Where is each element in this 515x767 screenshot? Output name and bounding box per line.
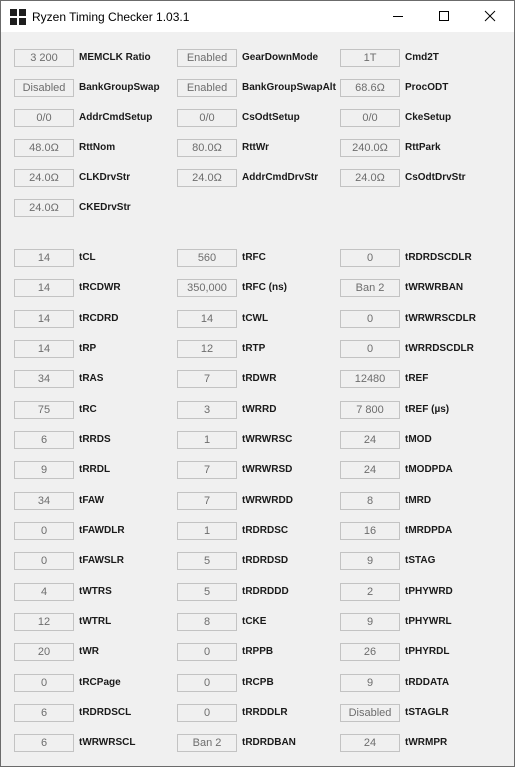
value-box[interactable]: 350,000 xyxy=(177,279,237,297)
timing-label: tPHYWRL xyxy=(405,616,452,627)
value-box[interactable]: 0 xyxy=(14,522,74,540)
value-box[interactable]: 0/0 xyxy=(177,109,237,127)
timing-label: tWRRDSCDLR xyxy=(405,343,474,354)
minimize-icon xyxy=(392,10,404,22)
timing-label: RttWr xyxy=(242,142,270,153)
value-box[interactable]: 240.0Ω xyxy=(340,139,400,157)
maximize-button[interactable] xyxy=(421,1,467,32)
timing-label: tWRWRSD xyxy=(242,464,293,475)
timing-label: RttPark xyxy=(405,142,441,153)
value-box[interactable]: 3 xyxy=(177,401,237,419)
value-box[interactable]: Ban 2 xyxy=(340,279,400,297)
value-box[interactable]: 24.0Ω xyxy=(14,169,74,187)
value-box[interactable]: 9 xyxy=(340,552,400,570)
timing-label: Cmd2T xyxy=(405,52,439,63)
timing-label: MEMCLK Ratio xyxy=(79,52,151,63)
timing-label: tRCPB xyxy=(242,677,274,688)
value-box[interactable]: Disabled xyxy=(340,704,400,722)
timing-label: tPHYWRD xyxy=(405,586,453,597)
value-box[interactable]: 6 xyxy=(14,734,74,752)
timing-label: CLKDrvStr xyxy=(79,172,131,183)
timing-label: CkeSetup xyxy=(405,112,452,123)
window-title: Ryzen Timing Checker 1.03.1 xyxy=(32,10,190,24)
value-box[interactable]: 6 xyxy=(14,704,74,722)
value-box[interactable]: 14 xyxy=(14,279,74,297)
timing-label: tRTP xyxy=(242,343,266,354)
timing-label: tFAW xyxy=(79,495,104,506)
timing-label: tWRWRSCDLR xyxy=(405,313,476,324)
timing-label: tRDRDSD xyxy=(242,555,289,566)
value-box[interactable]: 34 xyxy=(14,370,74,388)
value-box[interactable]: 20 xyxy=(14,643,74,661)
value-box[interactable]: 80.0Ω xyxy=(177,139,237,157)
value-box[interactable]: 0 xyxy=(340,249,400,267)
timing-label: CsOdtDrvStr xyxy=(405,172,466,183)
value-box[interactable]: 26 xyxy=(340,643,400,661)
timing-label: tRDRDSC xyxy=(242,525,289,536)
value-box[interactable]: Ban 2 xyxy=(177,734,237,752)
timing-label: AddrCmdSetup xyxy=(79,112,153,123)
timing-label: tREF xyxy=(405,373,429,384)
value-box[interactable]: 8 xyxy=(340,492,400,510)
timing-label: tRPPB xyxy=(242,646,274,657)
timing-label: RttNom xyxy=(79,142,116,153)
value-box[interactable]: 34 xyxy=(14,492,74,510)
value-box[interactable]: 24 xyxy=(340,431,400,449)
timing-label: GearDownMode xyxy=(242,52,319,63)
close-icon xyxy=(484,10,496,22)
value-box[interactable]: 0 xyxy=(14,552,74,570)
timing-label: tWR xyxy=(79,646,99,657)
timing-label: tWRRD xyxy=(242,404,277,415)
timing-label: tSTAGLR xyxy=(405,707,449,718)
minimize-button[interactable] xyxy=(375,1,421,32)
value-box[interactable]: 0/0 xyxy=(14,109,74,127)
value-box[interactable]: 24.0Ω xyxy=(340,169,400,187)
value-box[interactable]: 14 xyxy=(14,249,74,267)
title-bar[interactable] xyxy=(1,1,514,32)
value-box[interactable]: 1T xyxy=(340,49,400,67)
value-box[interactable]: 560 xyxy=(177,249,237,267)
timing-label: tRRDL xyxy=(79,464,111,475)
value-box[interactable]: 14 xyxy=(14,310,74,328)
value-box[interactable]: 6 xyxy=(14,431,74,449)
value-box[interactable]: Enabled xyxy=(177,79,237,97)
value-box[interactable]: 8 xyxy=(177,613,237,631)
maximize-icon xyxy=(438,10,450,22)
timing-label: tRDRDSCL xyxy=(79,707,132,718)
timing-label: AddrCmdDrvStr xyxy=(242,172,319,183)
close-button[interactable] xyxy=(467,1,513,32)
timing-label: tFAWDLR xyxy=(79,525,125,536)
timing-label: tWRWRSCL xyxy=(79,737,136,748)
timing-label: tMRDPDA xyxy=(405,525,453,536)
value-box[interactable]: 9 xyxy=(340,674,400,692)
value-box[interactable]: 7 xyxy=(177,492,237,510)
value-box[interactable]: 0 xyxy=(340,310,400,328)
value-box[interactable]: 24.0Ω xyxy=(14,199,74,217)
value-box[interactable]: 0 xyxy=(340,340,400,358)
timing-label: tPHYRDL xyxy=(405,646,450,657)
timing-label: tRDRDBAN xyxy=(242,737,296,748)
timing-label: BankGroupSwap xyxy=(79,82,160,93)
value-box[interactable]: 14 xyxy=(14,340,74,358)
timing-label: CsOdtSetup xyxy=(242,112,300,123)
timing-label: tCWL xyxy=(242,313,269,324)
timing-label: tREF (µs) xyxy=(405,404,450,415)
value-box[interactable]: 2 xyxy=(340,583,400,601)
value-box[interactable]: 0 xyxy=(177,704,237,722)
timing-label: tRAS xyxy=(79,373,104,384)
timing-label: tRDWR xyxy=(242,373,277,384)
value-box[interactable]: 75 xyxy=(14,401,74,419)
value-box[interactable]: 12 xyxy=(177,340,237,358)
value-box[interactable]: 7 xyxy=(177,370,237,388)
value-box[interactable]: 24.0Ω xyxy=(177,169,237,187)
timing-label: ProcODT xyxy=(405,82,449,93)
timing-label: tMRD xyxy=(405,495,432,506)
timing-label: tCKE xyxy=(242,616,267,627)
value-box[interactable]: 14 xyxy=(177,310,237,328)
timing-label: tRCPage xyxy=(79,677,121,688)
value-box[interactable]: 0/0 xyxy=(340,109,400,127)
value-box[interactable]: 5 xyxy=(177,583,237,601)
timing-label: tRFC xyxy=(242,252,266,263)
value-box[interactable]: 7 xyxy=(177,461,237,479)
value-box[interactable]: 7 800 xyxy=(340,401,400,419)
value-box[interactable]: 0 xyxy=(14,674,74,692)
value-box[interactable]: 9 xyxy=(340,613,400,631)
timing-label: tRP xyxy=(79,343,97,354)
value-box[interactable]: 1 xyxy=(177,522,237,540)
value-box[interactable]: 24 xyxy=(340,461,400,479)
value-box[interactable]: 5 xyxy=(177,552,237,570)
timing-label: tMOD xyxy=(405,434,432,445)
value-box[interactable]: 16 xyxy=(340,522,400,540)
timing-label: CKEDrvStr xyxy=(79,202,131,213)
timing-label: tRRDDLR xyxy=(242,707,288,718)
timing-label: tRCDRD xyxy=(79,313,119,324)
value-box[interactable]: 0 xyxy=(177,674,237,692)
timing-label: tMODPDA xyxy=(405,464,453,475)
timing-label: tRRDS xyxy=(79,434,111,445)
value-box[interactable]: 24 xyxy=(340,734,400,752)
value-box[interactable]: Enabled xyxy=(177,49,237,67)
timing-label: tRCDWR xyxy=(79,282,121,293)
timing-label: tRC xyxy=(79,404,97,415)
timing-label: tRFC (ns) xyxy=(242,282,287,293)
timing-label: tWRWRDD xyxy=(242,495,293,506)
timing-label: tRDDATA xyxy=(405,677,450,688)
timing-label: tWTRS xyxy=(79,586,112,597)
value-box[interactable]: 9 xyxy=(14,461,74,479)
value-box[interactable]: 12480 xyxy=(340,370,400,388)
value-box[interactable]: 1 xyxy=(177,431,237,449)
timing-label: tWRWRSC xyxy=(242,434,293,445)
timing-label: tRDRDSCDLR xyxy=(405,252,472,263)
value-box[interactable]: 4 xyxy=(14,583,74,601)
value-box[interactable]: 12 xyxy=(14,613,74,631)
timings-panel xyxy=(1,32,514,766)
timing-label: tFAWSLR xyxy=(79,555,124,566)
timing-label: tWRWRBAN xyxy=(405,282,464,293)
value-box[interactable]: Disabled xyxy=(14,79,74,97)
value-box[interactable]: 0 xyxy=(177,643,237,661)
app-grid-icon xyxy=(10,9,26,25)
value-box[interactable]: 48.0Ω xyxy=(14,139,74,157)
timing-label: tWTRL xyxy=(79,616,112,627)
timing-label: tWRMPR xyxy=(405,737,448,748)
timing-label: tSTAG xyxy=(405,555,436,566)
timing-label: BankGroupSwapAlt xyxy=(242,82,336,93)
value-box[interactable]: 68.6Ω xyxy=(340,79,400,97)
value-box[interactable]: 3 200 xyxy=(14,49,74,67)
timing-label: tCL xyxy=(79,252,96,263)
timing-label: tRDRDDD xyxy=(242,586,289,597)
